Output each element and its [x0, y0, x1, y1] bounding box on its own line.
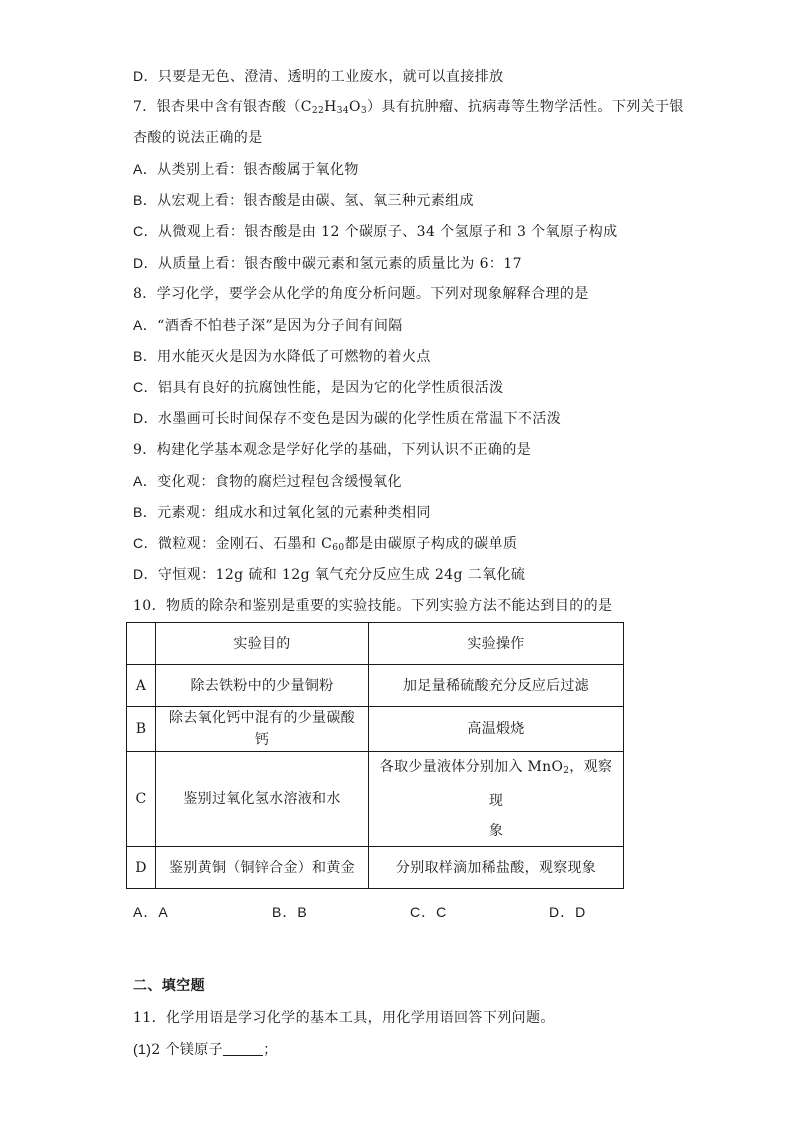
- q8-option-b[interactable]: B．用水能灭火是因为水降低了可燃物的着火点: [133, 348, 431, 365]
- q10-option-b[interactable]: B．B: [272, 904, 308, 920]
- q10-option-d[interactable]: D．D: [549, 904, 587, 920]
- q7-option-b[interactable]: B．从宏观上看：银杏酸是由碳、氢、氧三种元素组成: [133, 192, 474, 209]
- q8-option-d[interactable]: D．水墨画可长时间保存不变色是因为碳的化学性质在常温下不活泼: [133, 410, 562, 427]
- table-row: [127, 707, 624, 752]
- row-purpose: 鉴别黄铜（铜锌合金）和黄金: [156, 847, 369, 889]
- section-heading: 二、填空题: [133, 978, 205, 994]
- q10-option-c[interactable]: C．C: [410, 904, 448, 920]
- row-purpose: 鉴别过氧化氢水溶液和水: [156, 752, 369, 847]
- row-purpose: 除去氧化钙中混有的少量碳酸钙: [156, 707, 369, 752]
- question-7-stem-cont: 杏酸的说法正确的是: [133, 130, 263, 146]
- q8-option-c[interactable]: C．铝具有良好的抗腐蚀性能，是因为它的化学性质很活泼: [133, 379, 504, 396]
- row-operation: 高温煅烧: [369, 707, 624, 752]
- row-key: B: [127, 707, 156, 752]
- answer-blank[interactable]: [223, 1040, 263, 1056]
- row-key: A: [127, 665, 156, 707]
- table-header-row: [127, 623, 624, 665]
- row-key: D: [127, 847, 156, 889]
- question-11-stem: 11．化学用语是学习化学的基本工具，用化学用语回答下列问题。: [133, 1010, 555, 1026]
- q9-option-c[interactable]: C．微粒观：金刚石、石墨和 $C_{60}$都是由碳原子构成的碳单质: [133, 535, 518, 553]
- q7-option-c[interactable]: C．从微观上看：银杏酸是由 12 个碳原子、34 个氢原子和 3 个氧原子构成: [133, 223, 618, 240]
- q11-part-1: (1)2 个镁原子 ；: [133, 1041, 278, 1058]
- row-purpose: 除去铁粉中的少量铜粉: [156, 665, 369, 707]
- table-row: [127, 752, 624, 847]
- q7-option-d[interactable]: D．从质量上看：银杏酸中碳元素和氢元素的质量比为 6：17: [133, 255, 522, 272]
- table-header-empty: [127, 623, 156, 665]
- row-operation: 加足量稀硫酸充分反应后过滤: [369, 665, 624, 707]
- experiment-table: [126, 622, 624, 889]
- q6-option-d: D．只要是无色、澄清、透明的工业废水，就可以直接排放: [133, 68, 504, 85]
- table-row: [127, 847, 624, 889]
- table-header-purpose: 实验目的: [156, 623, 369, 665]
- row-key: C: [127, 752, 156, 847]
- q9-option-a[interactable]: A．变化观：食物的腐烂过程包含缓慢氧化: [133, 473, 402, 490]
- table-row: [127, 665, 624, 707]
- q9-option-b[interactable]: B．元素观：组成水和过氧化氢的元素种类相同: [133, 504, 431, 521]
- row-operation: 各取少量液体分别加入 MnO$_2$，观察现 象: [369, 752, 624, 847]
- q10-option-a[interactable]: A．A: [133, 904, 169, 920]
- table-header-operation: 实验操作: [369, 623, 624, 665]
- question-9-stem: 9．构建化学基本观念是学好化学的基础，下列认识不正确的是: [133, 442, 532, 458]
- question-8-stem: 8．学习化学，要学会从化学的角度分析问题。下列对现象解释合理的是: [133, 286, 589, 302]
- question-10-stem: 10．物质的除杂和鉴别是重要的实验技能。下列实验方法不能达到目的的是: [133, 598, 613, 614]
- q7-option-a[interactable]: A．从类别上看：银杏酸属于氧化物: [133, 161, 359, 178]
- q8-option-a[interactable]: A．“酒香不怕巷子深”是因为分子间有间隔: [133, 317, 403, 334]
- row-operation: 分别取样滴加稀盐酸，观察现象: [369, 847, 624, 889]
- q9-option-d[interactable]: D．守恒观：12g 硫和 12g 氧气充分反应生成 24g 二氧化硫: [133, 566, 526, 583]
- question-7-stem: 7．银杏果中含有银杏酸$(C_{22}H_{34}O_3)$具有抗肿瘤、抗病毒等生物学活性。下列关于银: [133, 99, 684, 116]
